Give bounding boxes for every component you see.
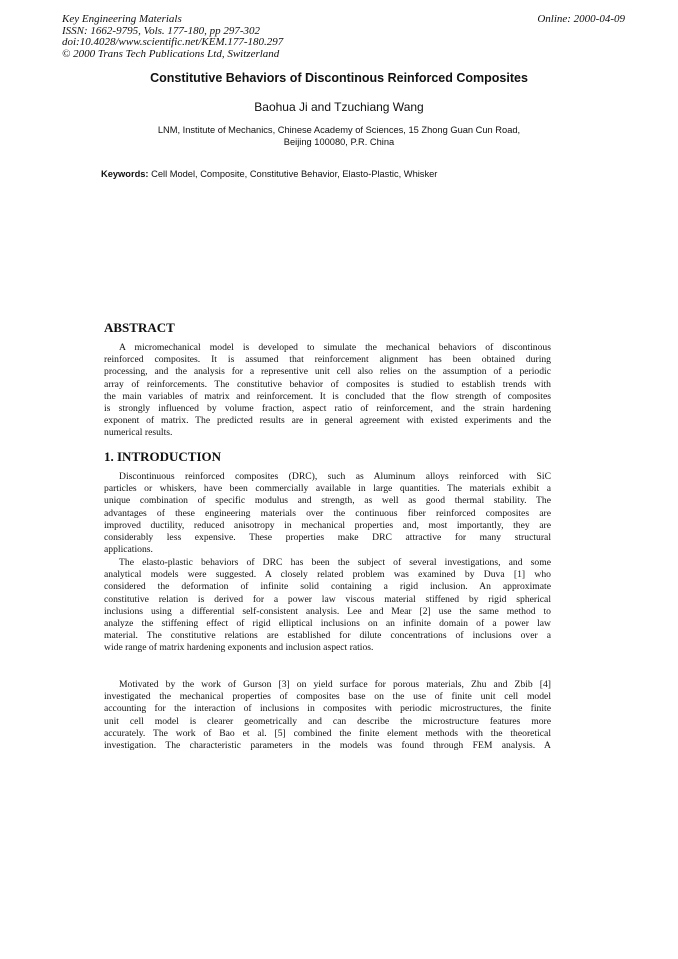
text-line: advantages of these engineering materials over the continuous fiber reinforced composites are: [104, 507, 551, 519]
text-line: unique combination of specific modulus and strength, as well as good thermal stability. The: [104, 495, 551, 507]
journal-info: [62, 14, 283, 60]
text-line: applications.: [104, 544, 153, 556]
text-line: inclusions using a differential self-consistent analysis. Lee and Mear [2] use the same method to: [104, 605, 551, 617]
introduction-heading: 1. INTRODUCTION: [104, 449, 222, 464]
text-line: the main variables of matrix and reinforcement. It is concluded that the flow strength of composites: [104, 390, 551, 402]
text-line: array of reinforcements. The constitutive behavior of composites is studied to establish trends with: [104, 378, 551, 390]
journal-copyright: © 2000 Trans Tech Publications Ltd, Switzerland: [62, 47, 280, 60]
affiliation-line: Beijing 100080, P.R. China: [283, 137, 395, 147]
keywords-label: Keywords:: [101, 169, 149, 179]
text-line: analytical models were suggested. A closely related problem was examined by Duva [1] who: [104, 569, 551, 581]
text-line: improved ductility, reduced anisotropy in mechanical properties and, most importantly, they are: [104, 519, 551, 531]
abstract-paragraph: [104, 342, 551, 440]
text-line: Discontinuous reinforced composites (DRC), such as Aluminum alloys reinforced with SiC: [119, 471, 551, 482]
text-line: exponent of matrix. The predicted results are in general agreement with existed experiments and the: [104, 415, 551, 427]
text-line: unit cell model is clearer geometrically and can describe the microstructure features more: [104, 715, 551, 727]
paper-authors: Baohua Ji and Tzuchiang Wang: [254, 100, 424, 114]
text-line: particles or whiskers, have been commercially available in large quantities. The materials exhibit a: [104, 483, 551, 495]
abstract-heading: ABSTRACT: [104, 320, 175, 335]
text-line: is strongly influenced by volume fraction, aspect ratio of reinforcement, and the strain hardening: [104, 402, 551, 414]
online-date: Online: 2000-04-09: [537, 13, 625, 25]
intro-paragraph-1: [104, 471, 551, 556]
text-line: investigated the mechanical properties of composites base on the use of finite unit cell model: [104, 691, 551, 703]
affiliation: [100, 124, 578, 148]
journal-doi: doi:10.4028/www.scientific.net/KEM.177-180.297: [62, 36, 284, 48]
text-line: numerical results.: [104, 427, 173, 439]
text-line: analyze the stiffening effect of rigid elliptical inclusions on an infinite domain of a power law: [104, 617, 551, 629]
text-line: The elasto-plastic behaviors of DRC has been the subject of several investigations, and some: [119, 557, 551, 568]
text-line: investigation. The characteristic parameters in the models was found through FEM analysis. A: [104, 739, 551, 751]
affiliation-line: LNM, Institute of Mechanics, Chinese Academy of Sciences, 15 Zhong Guan Cun Road,: [157, 125, 521, 135]
text-line: Motivated by the work of Gurson [3] on yield surface for porous materials, Zhu and Zbib [4]: [119, 679, 551, 690]
intro-paragraph-2: [104, 557, 551, 655]
journal-name: Key Engineering Materials: [62, 13, 182, 25]
text-line: constitutive relation is derived for a power law viscous material stiffened by rigid spherical: [104, 593, 551, 605]
journal-issn: ISSN: 1662-9795, Vols. 177-180, pp 297-302: [62, 24, 260, 37]
intro-paragraph-3: [104, 679, 551, 752]
text-line: processing, and the analysis for a representive unit cell also relies on the assumption of a periodic: [104, 366, 551, 378]
text-line: considerably less expensive. These properties make DRC attractive for many structural: [104, 531, 551, 543]
text-line: accurately. The work of Bao et al. [5] combined the finite element methods with the theoretical: [104, 727, 551, 739]
text-line: considered the deformation of infinite solid containing a rigid inclusion. An approximate: [104, 581, 551, 593]
text-line: material. The constitutive relations are established for dilute concentrations of inclusions over a: [104, 630, 551, 642]
keywords-list: Cell Model, Composite, Constitutive Behavior, Elasto-Plastic, Whisker: [151, 169, 438, 179]
text-line: reinforced composites. It is assumed that reinforcement alignment has been obtained during: [104, 354, 551, 366]
keywords: [101, 169, 437, 179]
text-line: A micromechanical model is developed to simulate the mechanical behaviors of discontinous: [119, 342, 551, 353]
text-line: wide range of matrix hardening exponents and inclusion aspect ratios.: [104, 642, 374, 654]
text-line: accounting for the interaction of inclusions in composites with periodic microstructures, the finite: [104, 703, 551, 715]
paper-title: Constitutive Behaviors of Discontinous Reinforced Composites: [150, 71, 528, 85]
